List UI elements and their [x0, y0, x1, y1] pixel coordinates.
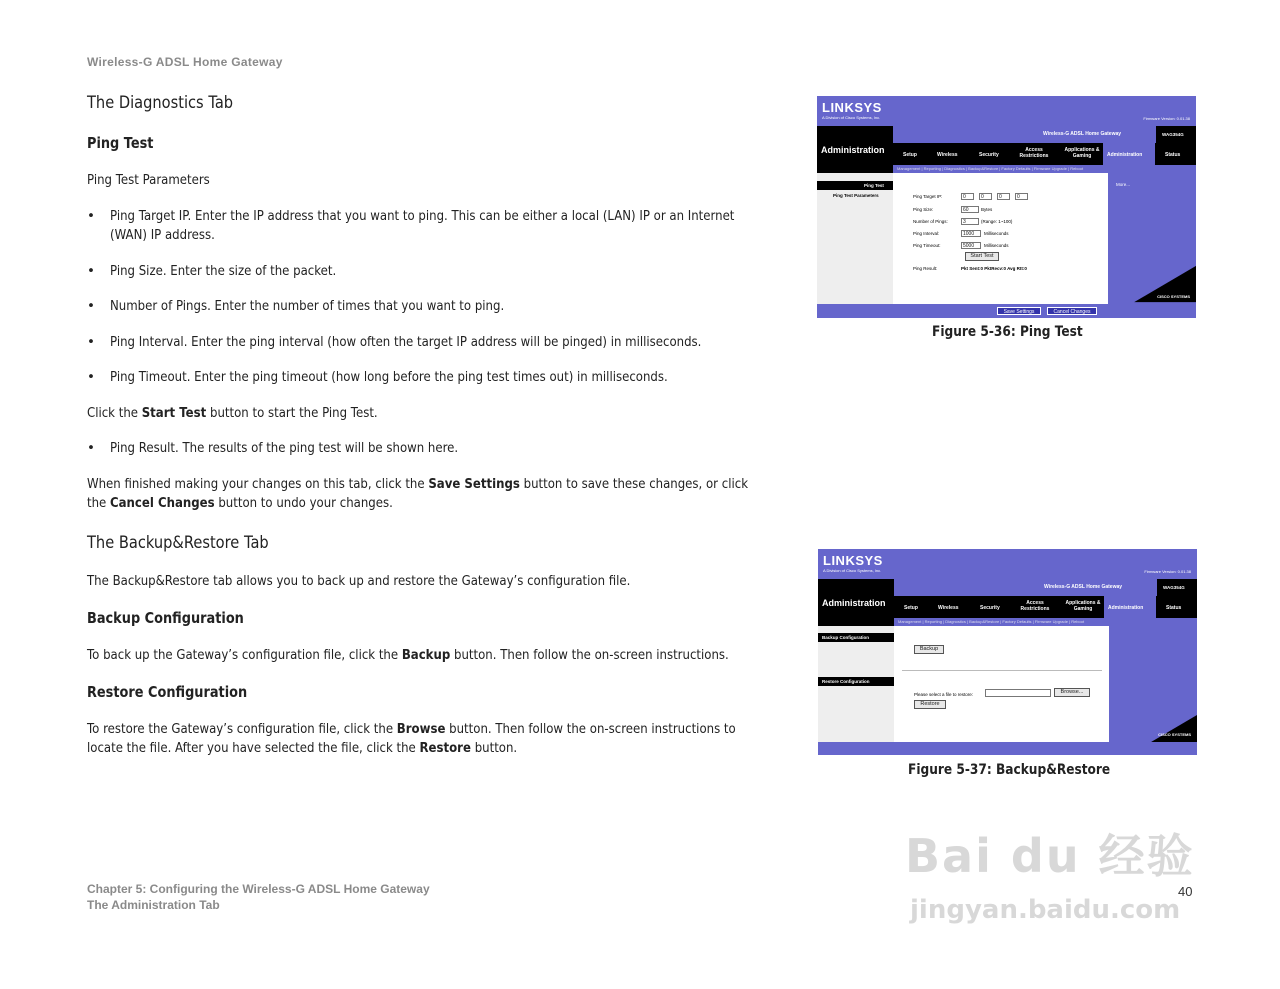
- section-title-diagnostics: The Diagnostics Tab: [87, 93, 234, 113]
- finish-instruction-line2: the Cancel Changes button to undo your changes.: [87, 495, 393, 511]
- main-tabs: [893, 143, 1196, 165]
- bullet-ping-interval: • Ping Interval. Enter the ping interval (how often the target IP address will be pinged) in milliseconds.: [87, 334, 702, 350]
- figure-caption-ping-test: Figure 5-36: Ping Test: [932, 324, 1083, 340]
- firmware-version: Firmware Version: 0.01.38: [1144, 569, 1191, 574]
- right-panel: [1109, 626, 1197, 755]
- section-title-backup-restore: The Backup&Restore Tab: [87, 533, 269, 553]
- tab-applications-gaming[interactable]: Applications & Gaming: [1064, 147, 1100, 159]
- ping-target-octet-1[interactable]: 0: [961, 193, 974, 200]
- tab-access-restrictions[interactable]: Access Restrictions: [1020, 600, 1050, 612]
- ping-size-input[interactable]: 60: [961, 206, 979, 213]
- ping-interval-input[interactable]: 1000: [961, 230, 981, 237]
- tab-status[interactable]: Status: [1165, 152, 1181, 158]
- running-header: Wireless-G ADSL Home Gateway: [87, 55, 283, 69]
- tab-status[interactable]: Status: [1166, 605, 1182, 611]
- right-panel: [1108, 173, 1196, 318]
- section-label: Administration: [817, 126, 893, 173]
- restore-instruction-line2: locate the file. After you have selected the file, click the Restore button.: [87, 740, 518, 756]
- figure-caption-backup-restore: Figure 5-37: Backup&Restore: [908, 762, 1111, 778]
- sub-tabs: Management | Reporting | Diagnostics | Backup&Restore | Factory Defaults | Firmware Upgrade | Reboot: [893, 165, 1196, 173]
- start-test-button[interactable]: Start Test: [965, 252, 999, 261]
- logo-subtitle: A Division of Cisco Systems, Inc.: [823, 568, 882, 573]
- ping-params-label: Ping Test Parameters: [87, 172, 210, 188]
- bullet-ping-timeout: • Ping Timeout. Enter the ping timeout (how long before the ping test times out) in milliseconds.: [87, 369, 668, 385]
- bottom-bar: [817, 304, 1196, 318]
- ping-target-octet-3[interactable]: 0: [997, 193, 1010, 200]
- left-sub-ping-params: Ping Test Parameters: [833, 193, 879, 198]
- bottom-bar: [818, 742, 1197, 755]
- product-bar: Wireless-G ADSL Home Gateway: [893, 126, 1196, 143]
- bullet-ping-result: • Ping Result. The results of the ping test will be shown here.: [87, 440, 459, 456]
- cancel-changes-button[interactable]: Cancel Changes: [1047, 307, 1097, 315]
- cisco-logo: CISCO SYSTEMS: [1158, 732, 1191, 737]
- ping-target-octet-2[interactable]: 0: [979, 193, 992, 200]
- footer-section: The Administration Tab: [87, 898, 220, 912]
- more-link[interactable]: More...: [1116, 182, 1131, 187]
- baidu-watermark-logo: Bai du 经验: [905, 829, 1195, 883]
- bullet-ping-size: • Ping Size. Enter the size of the packet.: [87, 263, 337, 279]
- model-label: WAG354G: [1156, 126, 1196, 143]
- ping-interval-label: Ping Interval:: [913, 231, 940, 236]
- restore-file-label: Please select a file to restore:: [914, 692, 974, 697]
- product-bar: Wireless-G ADSL Home Gateway: [894, 579, 1197, 596]
- ping-size-label: Ping Size:: [913, 207, 934, 212]
- ping-target-label: Ping Target IP:: [913, 194, 943, 199]
- left-head-ping-test: Ping Test: [817, 181, 893, 190]
- tab-security[interactable]: Security: [980, 605, 1000, 611]
- ui-header-bar: [817, 96, 1196, 126]
- restore-button[interactable]: Restore: [914, 700, 946, 709]
- ping-interval-unit: Milliseconds: [984, 231, 1009, 236]
- number-of-pings-label: Number of Pings:: [913, 219, 948, 224]
- start-test-instruction: Click the Start Test button to start the Ping Test.: [87, 405, 378, 421]
- heading-backup-configuration: Backup Configuration: [87, 609, 244, 627]
- baidu-watermark-url: jingyan.baidu.com: [910, 895, 1181, 925]
- ping-timeout-input[interactable]: 5000: [961, 242, 981, 249]
- ping-timeout-unit: Milliseconds: [984, 243, 1009, 248]
- number-of-pings-range: (Range: 1~100): [981, 219, 1013, 224]
- footer-chapter: Chapter 5: Configuring the Wireless-G ADSL Home Gateway: [87, 882, 430, 896]
- tab-security[interactable]: Security: [979, 152, 999, 158]
- restore-file-input[interactable]: [985, 689, 1051, 697]
- tab-applications-gaming[interactable]: Applications & Gaming: [1065, 600, 1101, 612]
- left-panel: [818, 626, 894, 755]
- bullet-number-of-pings: • Number of Pings. Enter the number of times that you want to ping.: [87, 298, 505, 314]
- tab-setup[interactable]: Setup: [904, 605, 918, 611]
- model-label: WAG354G: [1157, 579, 1197, 596]
- cisco-logo: CISCO SYSTEMS: [1157, 294, 1190, 299]
- firmware-version: Firmware Version: 0.01.38: [1143, 116, 1190, 121]
- ping-result-label: Ping Result:: [913, 266, 938, 271]
- browse-button[interactable]: Browse...: [1054, 688, 1090, 697]
- ui-header-bar: [818, 549, 1197, 579]
- tab-administration[interactable]: Administration: [1108, 605, 1144, 611]
- tab-wireless[interactable]: Wireless: [937, 152, 958, 158]
- ping-result-value: Pkt Sent:0 PktRecv:0 Avg Rtt:0: [961, 266, 1027, 271]
- bullet-ping-target-cont: (WAN) IP address.: [110, 227, 215, 243]
- ping-timeout-label: Ping Timeout:: [913, 243, 941, 248]
- left-head-restore-configuration: Restore Configuration: [818, 677, 894, 686]
- figure-ping-test-screenshot: [817, 96, 1196, 318]
- tab-access-restrictions[interactable]: Access Restrictions: [1019, 147, 1049, 159]
- backup-button[interactable]: Backup: [914, 645, 944, 654]
- main-tabs: [894, 596, 1197, 618]
- linksys-logo: LINKSYS: [822, 100, 882, 115]
- backup-restore-intro: The Backup&Restore tab allows you to back up and restore the Gateway’s configuration file.: [87, 573, 631, 589]
- sub-tabs: Management | Reporting | Diagnostics | Backup&Restore | Factory Defaults | Firmware Upgrade | Reboot: [894, 618, 1197, 626]
- finish-instruction-line1: When finished making your changes on this tab, click the Save Settings button to save these changes, or click: [87, 476, 748, 492]
- tab-setup[interactable]: Setup: [903, 152, 917, 158]
- ping-target-octet-4[interactable]: 0: [1015, 193, 1028, 200]
- tab-administration[interactable]: Administration: [1107, 152, 1143, 158]
- heading-ping-test: Ping Test: [87, 134, 154, 152]
- section-label: Administration: [818, 579, 894, 626]
- number-of-pings-input[interactable]: 3: [961, 218, 979, 225]
- heading-restore-configuration: Restore Configuration: [87, 683, 248, 701]
- left-head-backup-configuration: Backup Configuration: [818, 633, 894, 642]
- save-settings-button[interactable]: Save Settings: [997, 307, 1041, 315]
- linksys-logo: LINKSYS: [823, 553, 883, 568]
- left-panel: [817, 173, 893, 318]
- logo-subtitle: A Division of Cisco Systems, Inc.: [822, 115, 881, 120]
- backup-instruction: To back up the Gateway’s configuration file, click the Backup button. Then follow the on-screen instructions.: [87, 647, 729, 663]
- page-number: 40: [1178, 884, 1193, 899]
- restore-instruction-line1: To restore the Gateway’s configuration file, click the Browse button. Then follow the on-screen instructions to: [87, 721, 736, 737]
- section-divider: [902, 670, 1102, 671]
- tab-wireless[interactable]: Wireless: [938, 605, 959, 611]
- figure-backup-restore-screenshot: [818, 549, 1197, 755]
- ping-size-unit: Bytes: [981, 207, 993, 212]
- bullet-ping-target: • Ping Target IP. Enter the IP address that you want to ping. This can be either a local (LAN) IP or an Internet: [87, 208, 735, 224]
